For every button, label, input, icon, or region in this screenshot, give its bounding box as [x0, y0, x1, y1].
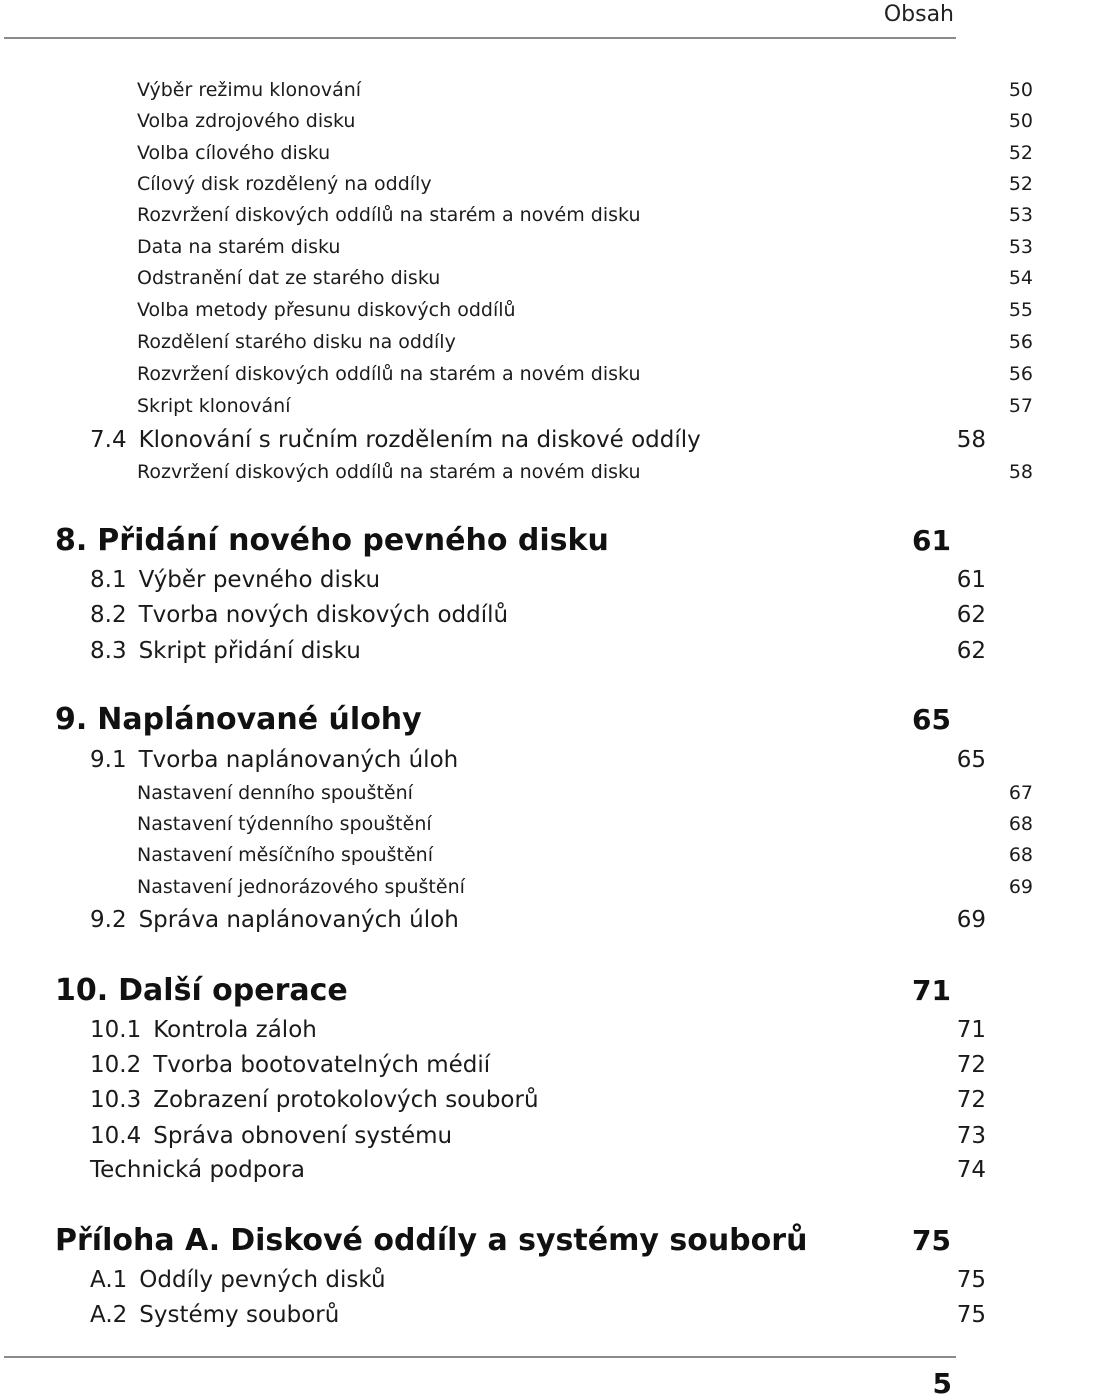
toc-entry-page: 52 — [1008, 142, 1033, 164]
toc-entry-number: 8.1 — [90, 567, 127, 593]
toc-entry[interactable] — [0, 1048, 1050, 1082]
toc-entry-title: Nastavení jednorázového spuštění — [137, 876, 465, 898]
toc-entry[interactable] — [0, 838, 1097, 872]
toc-entry[interactable] — [0, 870, 1097, 904]
header-rule — [4, 37, 956, 39]
toc-entry-title: Rozdělení starého disku na oddíly — [137, 331, 456, 353]
toc-entry-number: 8.2 — [90, 602, 127, 628]
toc-entry-title: Zobrazení protokolových souborů — [153, 1087, 539, 1113]
toc-entry-title: Rozvržení diskových oddílů na starém a novém disku — [137, 204, 641, 226]
toc-entry-page: 67 — [1008, 782, 1033, 804]
toc-entry-title: Skript přidání disku — [138, 638, 361, 664]
toc-entry-number: 9.2 — [90, 907, 127, 933]
toc-entry[interactable] — [0, 563, 1050, 597]
toc-entry[interactable] — [0, 73, 1097, 107]
toc-entry-number: 10.3 — [90, 1087, 142, 1113]
toc-entry-title: Další operace — [118, 972, 348, 1008]
toc-entry-page: 62 — [956, 638, 986, 664]
toc-entry-page: 62 — [956, 602, 986, 628]
toc-entry-title: Volba zdrojového disku — [137, 110, 356, 132]
toc-entry[interactable] — [0, 167, 1097, 201]
toc-entry[interactable] — [0, 523, 1015, 557]
toc-entry-page: 58 — [1008, 461, 1033, 483]
toc-entry-page: 71 — [912, 973, 951, 1007]
toc-entry-number: Příloha A. — [55, 1222, 221, 1258]
toc-entry-page: 53 — [1008, 204, 1033, 226]
toc-entry-title: Oddíly pevných disků — [139, 1267, 386, 1293]
toc-entry-number: 9.1 — [90, 747, 127, 773]
toc-entry-title: Výběr pevného disku — [138, 567, 381, 593]
toc-entry[interactable] — [0, 423, 1050, 457]
toc-entry-page: 65 — [912, 702, 951, 736]
toc-entry[interactable] — [0, 104, 1097, 138]
toc-entry[interactable] — [0, 807, 1097, 841]
toc-entry-page: 57 — [1008, 395, 1033, 417]
toc-entry-number: 10.1 — [90, 1017, 142, 1043]
toc-entry-title: Rozvržení diskových oddílů na starém a novém disku — [137, 461, 641, 483]
toc-entry-title: Tvorba nových diskových oddílů — [138, 602, 509, 628]
toc-entry[interactable] — [0, 1263, 1050, 1297]
toc-entry-title: Skript klonování — [137, 395, 291, 417]
toc-entry-page: 53 — [1008, 236, 1033, 258]
toc-entry-title: Klonování s ručním rozdělením na diskové oddíly — [138, 427, 701, 453]
toc-entry[interactable] — [0, 230, 1097, 264]
toc-entry-page: 56 — [1008, 331, 1033, 353]
toc-entry[interactable] — [0, 198, 1097, 232]
toc-entry-number: 7.4 — [90, 427, 127, 453]
toc-entry-page: 65 — [956, 747, 986, 773]
toc-entry-number: 9. — [55, 701, 88, 737]
toc-entry-number: A.1 — [90, 1267, 128, 1293]
toc-entry-title: Naplánované úlohy — [97, 701, 422, 737]
toc-entry-title: Diskové oddíly a systémy souborů — [230, 1222, 808, 1258]
toc-entry-title: Výběr režimu klonování — [137, 79, 362, 101]
toc-entry-page: 56 — [1008, 363, 1033, 385]
toc-entry[interactable] — [0, 903, 1050, 937]
toc-entry-page: 68 — [1008, 844, 1033, 866]
toc-entry[interactable] — [0, 1223, 1015, 1257]
toc-entry-title: Odstranění dat ze starého disku — [137, 267, 441, 289]
page-number: 5 — [932, 1367, 952, 1400]
toc-entry-number: 10. — [55, 972, 109, 1008]
toc-entry[interactable] — [0, 702, 1015, 736]
toc-entry-title: Kontrola záloh — [153, 1017, 317, 1043]
toc-entry-title: Volba metody přesunu diskových oddílů — [137, 299, 516, 321]
footer-rule — [4, 1356, 956, 1358]
toc-entry-number: 10.2 — [90, 1052, 142, 1078]
toc-entry-title: Cílový disk rozdělený na oddíly — [137, 173, 432, 195]
toc-entry[interactable] — [0, 1119, 1050, 1153]
toc-entry-page: 61 — [956, 567, 986, 593]
toc-entry-page: 75 — [912, 1223, 951, 1257]
toc-entry-page: 74 — [956, 1157, 986, 1183]
toc-entry-number: 10.4 — [90, 1123, 142, 1149]
toc-entry-title: Nastavení měsíčního spouštění — [137, 844, 433, 866]
toc-entry-page: 55 — [1008, 299, 1033, 321]
toc-entry-title: Systémy souborů — [139, 1302, 340, 1328]
toc-entry-page: 54 — [1008, 267, 1033, 289]
toc-entry-page: 52 — [1008, 173, 1033, 195]
toc-entry[interactable] — [0, 1013, 1050, 1047]
toc-entry[interactable] — [0, 743, 1050, 777]
toc-entry-title: Technická podpora — [90, 1157, 305, 1183]
toc-entry-title: Tvorba bootovatelných médií — [153, 1052, 491, 1078]
toc-entry-page: 75 — [956, 1302, 986, 1328]
toc-entry[interactable] — [0, 261, 1097, 295]
toc-entry[interactable] — [0, 1153, 1050, 1187]
toc-entry[interactable] — [0, 598, 1050, 632]
toc-entry-title: Rozvržení diskových oddílů na starém a novém disku — [137, 363, 641, 385]
toc-entry-page: 72 — [956, 1052, 986, 1078]
toc-entry-page: 61 — [912, 523, 951, 557]
toc-entry-page: 75 — [956, 1267, 986, 1293]
toc-entry-page: 50 — [1008, 79, 1033, 101]
toc-entry[interactable] — [0, 1083, 1050, 1117]
toc-entry-page: 50 — [1008, 110, 1033, 132]
toc-entry-page: 68 — [1008, 813, 1033, 835]
toc-entry[interactable] — [0, 136, 1097, 170]
toc-entry-title: Správa obnovení systému — [153, 1123, 453, 1149]
toc-entry-title: Přidání nového pevného disku — [97, 522, 609, 558]
toc-entry-page: 69 — [956, 907, 986, 933]
toc-entry-page: 71 — [956, 1017, 986, 1043]
toc-entry-page: 73 — [956, 1123, 986, 1149]
toc-entry-page: 58 — [956, 427, 986, 453]
toc-entry-number: A.2 — [90, 1302, 128, 1328]
toc-entry[interactable] — [0, 973, 1015, 1007]
toc-entry[interactable] — [0, 293, 1097, 327]
toc-entry-page: 69 — [1008, 876, 1033, 898]
toc-entry-number: 8. — [55, 522, 88, 558]
toc-entry[interactable] — [0, 634, 1050, 668]
toc-entry[interactable] — [0, 1298, 1050, 1332]
toc-entry-number: 8.3 — [90, 638, 127, 664]
toc-entry[interactable] — [0, 776, 1097, 810]
toc-entry[interactable] — [0, 325, 1097, 359]
toc-entry-title: Nastavení denního spouštění — [137, 782, 413, 804]
toc-entry-title: Nastavení týdenního spouštění — [137, 813, 432, 835]
toc-entry-title: Správa naplánovaných úloh — [138, 907, 459, 933]
toc-entry[interactable] — [0, 455, 1097, 489]
toc-entry-title: Tvorba naplánovaných úloh — [138, 747, 459, 773]
toc-entry-title: Volba cílového disku — [137, 142, 331, 164]
toc-entry[interactable] — [0, 357, 1097, 391]
toc-entry-page: 72 — [956, 1087, 986, 1113]
running-header-title: Obsah — [883, 2, 954, 27]
toc-entry-title: Data na starém disku — [137, 236, 341, 258]
toc-entry[interactable] — [0, 389, 1097, 423]
